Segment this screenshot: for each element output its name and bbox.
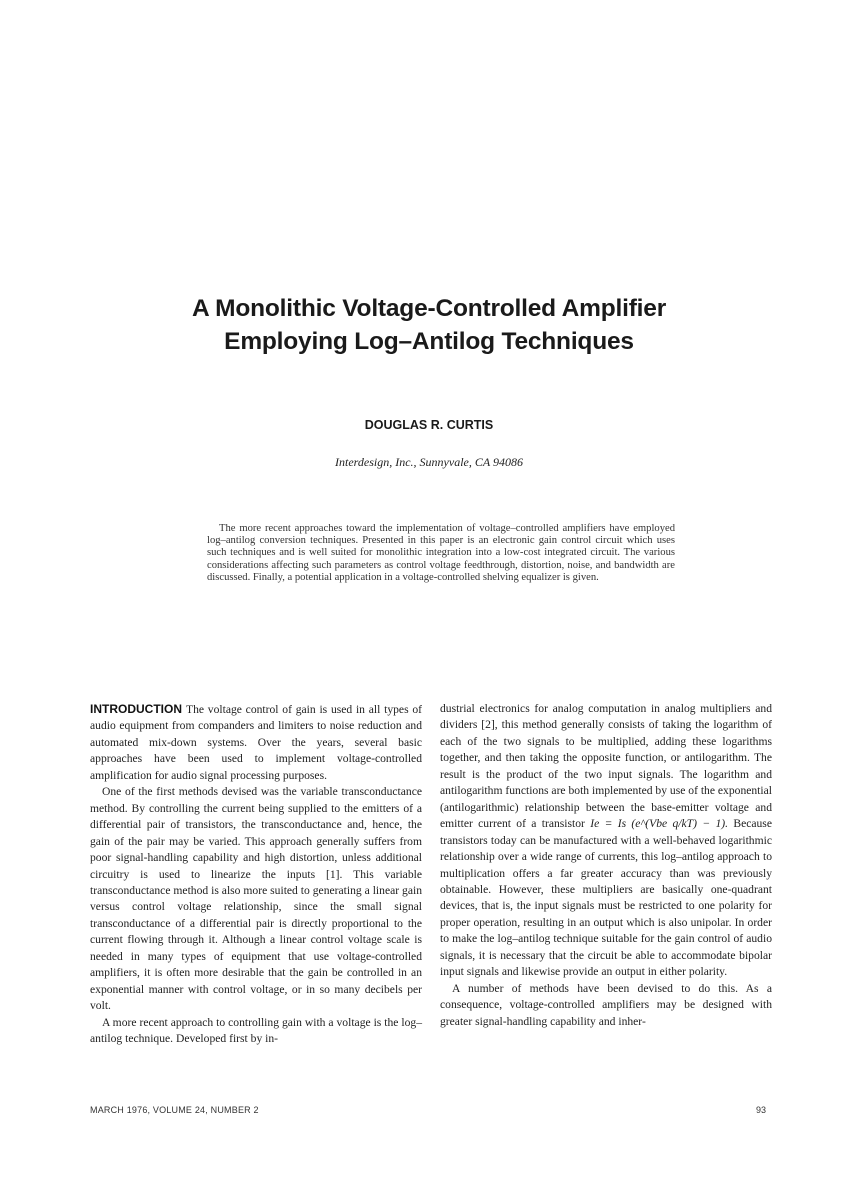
author-affiliation: Interdesign, Inc., Sunnyvale, CA 94086 — [335, 455, 523, 469]
emitter-current-equation: Ie = Is (e^(Vbe q/kT) − 1). — [590, 817, 729, 831]
section-heading-introduction: INTRODUCTION — [90, 702, 182, 716]
page-number: 93 — [755, 1105, 766, 1115]
right-paragraph-1b: Because transistors today can be manufactured with a well-behaved logarithmic relationship over a wide range of currents, this log–antilog approach to multiplication offers a far greater accuracy than was previously obtainable. However, these multipliers are basically one-quadrant devices, that is, the input signals must be restricted to one polarity for proper operation, resulting in an output which is also unipolar. In order to make the log–antilog technique suitable for the gain control of audio signals, it is necessary that the circuit be able to accommodate bipolar input signals and likewise provide an output in either polarity. — [440, 817, 772, 979]
title-line-2: Employing Log–Antilog Techniques — [224, 328, 634, 355]
title-line-1: A Monolithic Voltage-Controlled Amplifier — [191, 295, 667, 322]
paper-title — [90, 292, 768, 358]
intro-paragraph-3: A more recent approach to controlling gain with a voltage is the log–antilog technique. Developed first by in- — [90, 1015, 422, 1046]
right-paragraph-2: A number of methods have been devised to do this. As a consequence, voltage-controlled amplifiers may be designed with greater signal-handling capability and inher- — [440, 981, 772, 1028]
right-paragraph-1a: dustrial electronics for analog computation in analog multipliers and dividers [2], this method generally consists of taking the logarithm of each of the two signals to be multiplied, adding these logarithms together, and then taking the opposite function, or antilogarithm. The result is the product of the two input signals. The logarithm and antilogarithm functions are both implemented by use of the exponential (antilogarithmic) relationship between the base-emitter voltage and emitter current of a transistor — [440, 702, 772, 831]
abstract: The more recent approaches toward the implementation of voltage–controlled amplifiers have employed log–antilog conversion techniques. Presented in this paper is an electronic gain control circuit which uses such techniques and is well suited for monolithic integration into a low-cost integrated circuit. The various considerations affecting such parameters as control voltage feedthrough, distortion, noise, and bandwidth are discussed. Finally, a potential application in a voltage-controlled shelving equalizer is given. — [207, 523, 675, 583]
journal-footer: MARCH 1976, VOLUME 24, NUMBER 2 — [90, 1105, 259, 1115]
body-column-left — [90, 701, 422, 1048]
body-column-right — [440, 701, 772, 1030]
author-name: DOUGLAS R. CURTIS — [364, 418, 494, 432]
intro-paragraph-1 — [90, 701, 422, 784]
right-paragraph-1 — [440, 701, 772, 981]
intro-paragraph-1-text: The voltage control of gain is used in all types of audio equipment from companders and limiters to noise reduction and automated mix-down systems. Over the years, several basic approaches have been used to implement voltage-controlled amplification for audio signal processing purposes. — [90, 703, 422, 782]
intro-paragraph-2: One of the first methods devised was the variable transconductance method. By controlling the current being supplied to the emitters of a differential pair of transistors, the transconductance and, hence, the gain of the pair may be varied. This approach generally suffers from poor signal-handling capability and high distortion, unless additional circuitry is used to linearize the inputs [1]. This variable transconductance method is also more suited to generating a linear gain versus control voltage relationship, since the small signal transconductance of a differential pair is directly proportional to the current flowing through it. Although a linear control voltage scale is needed in many types of equipment that use voltage-controlled amplifiers, it is often more desirable that the gain be controlled in an exponential manner with control voltage, or in so many decibels per volt. — [90, 785, 422, 1013]
